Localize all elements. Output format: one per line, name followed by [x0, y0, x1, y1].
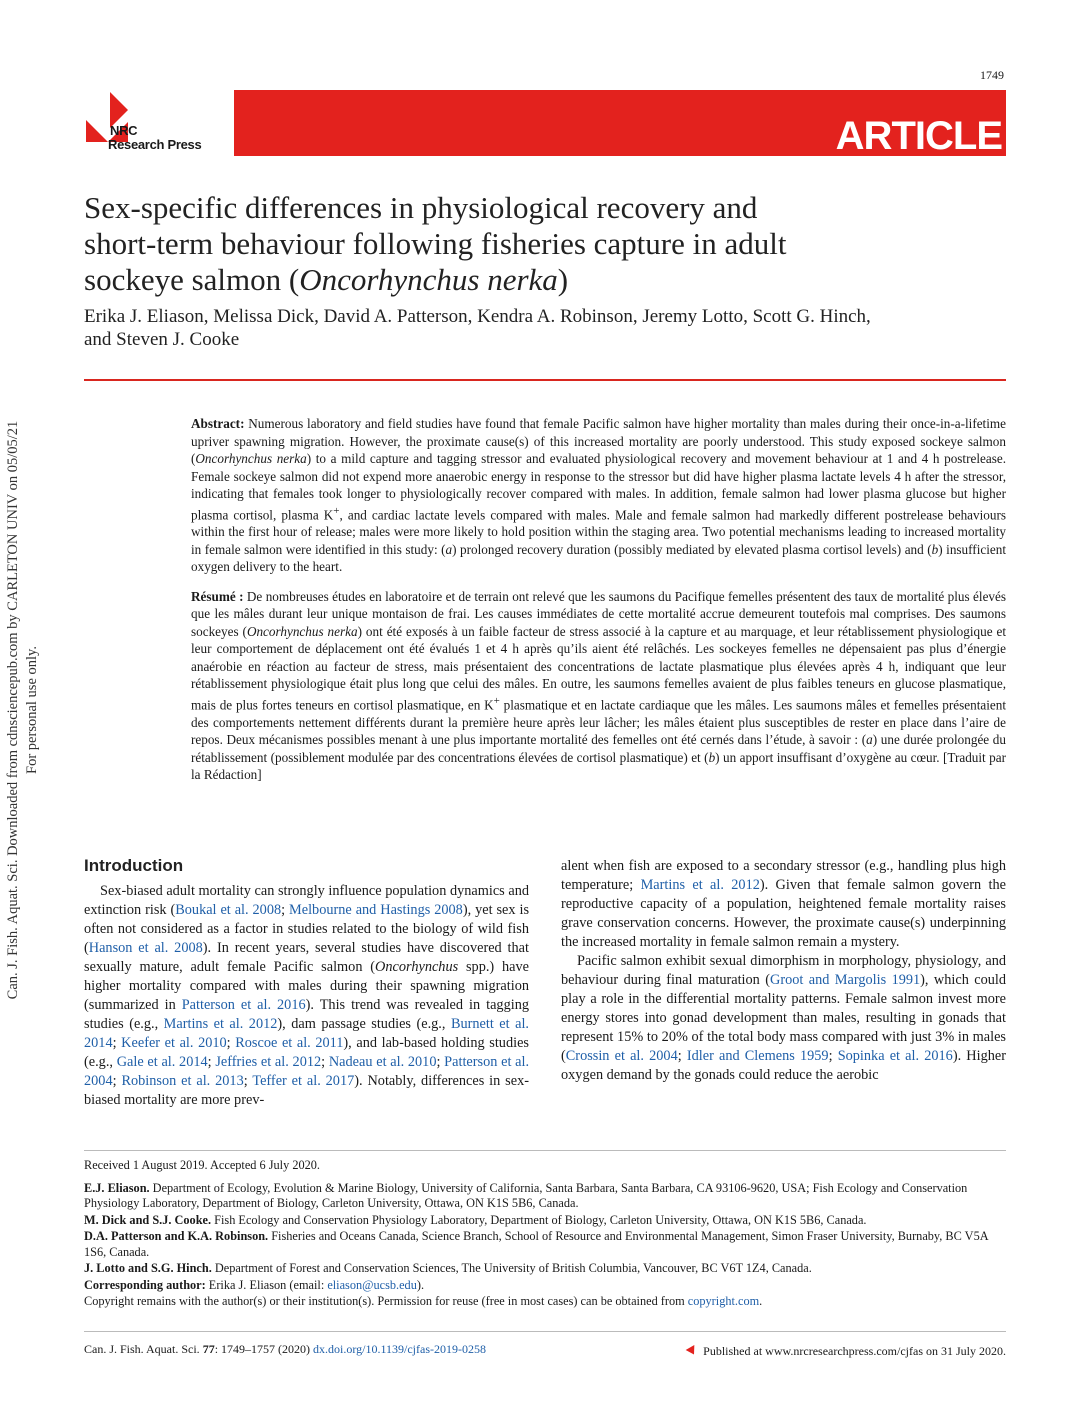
resume-text: De nombreuses études en laboratoire et de terrain ont relevé que les saumons du Pacifique femelles présentent des taux de mortalité plus élevés que les mâles durant leur unique montaison de frai. Les causes immédiates de cette mortalité accrue demeurent toutefois mal comprises. Des saumons sockeyes ( [191, 588, 1007, 639]
body-text: ; [207, 1054, 216, 1070]
affiliation [84, 1213, 1006, 1229]
abstract-label: Abstract: [191, 416, 245, 431]
abstract-english [191, 415, 1006, 576]
copyright-text: . [759, 1294, 763, 1308]
citation-link[interactable]: Patterson et al. 2004 [84, 1054, 530, 1089]
body-text: ; [281, 902, 290, 918]
author-list [84, 305, 1004, 351]
affiliation [84, 1229, 1006, 1260]
body-text: ; [436, 1054, 445, 1070]
footer-divider [84, 1331, 1006, 1332]
intro-paragraph [84, 882, 529, 1110]
affiliation-name: D.A. Patterson and K.A. Robinson. [84, 1229, 269, 1243]
abstract-text: ) to a mild capture and tagging stressor and evaluated physiological recovery and movement behaviour at 1 and 4 h postrelease. Female sockeye salmon did not expend more anaerobic energy in response to the stressor but did have higher plasma lactate levels 4 h after the stressor, indicating that females took longer to physiologically recover compared with males. In addition, female salmon had lower plasma glucose but higher plasma cortisol, plasma K [191, 451, 1006, 522]
body-text: ). Notably, differences in sex-biased mortality are more prev- [84, 1073, 530, 1108]
citation-link[interactable]: Sopinka et al. 2016 [837, 1048, 953, 1064]
abstract-french [191, 588, 1006, 784]
copyright-notice [84, 1294, 1006, 1310]
body-text: ; [321, 1054, 329, 1070]
publisher-line2: Research Press [108, 137, 202, 152]
citation-link[interactable]: Gale et al. 2014 [116, 1054, 208, 1070]
title-line-1: Sex-specific differences in physiological recovery and [84, 190, 758, 225]
citation-link[interactable]: Keefer et al. 2010 [121, 1035, 227, 1051]
journal-name: Can. J. Fish. Aquat. Sci. [84, 1342, 203, 1356]
publication-info [687, 1344, 1006, 1359]
species-name: Oncorhynchus nerka [299, 262, 558, 297]
citation-link[interactable]: Robinson et al. 2013 [121, 1073, 244, 1089]
title-line-3 [84, 262, 984, 298]
copyright-text: Copyright remains with the author(s) or their institution(s). Permission for reuse (free in most cases) can be obtained from [84, 1294, 688, 1308]
section-label: ARTICLE [835, 114, 1002, 158]
citation-link[interactable]: Idler and Clemens 1959 [686, 1048, 829, 1064]
body-text: ). Higher oxygen demand by the gonads could reduce the aerobic [561, 1048, 1006, 1083]
resume-text: ) ont été exposés à un faible facteur de stress associé à la capture et au marquage, et leur rétablissement physiologique et leur comportement de déplacement ont été évalués 1 et 4 h après qu’ils aient été relâchés. Les sockeyes femelles ne dépensaient pas plus d’énergie anaérobie en réaction au facteur de stress, mais présentaient des concentrations de lactate plasmatique plus élevées après 4 h, indiquant que leur rétablissement physiologique était plus long que celui des mâles. En outre, les saumons femelles avaient de plus faibles teneurs en glucose plasmatique, mais de plus fortes teneurs en cortisol plasmatique, en K [191, 623, 1006, 713]
copyright-link[interactable]: copyright.com [687, 1294, 760, 1308]
resume-italic: Oncorhynchus nerka [246, 623, 358, 639]
download-watermark [4, 350, 64, 1070]
abstract-text: , and cardiac lactate levels compared with males. Male and female salmon had markedly different postrelease behaviours within the first hour of release; males were more likely to hold position within the staging area. Two potential mechanisms leading to increased mortality in female salmon were identified in this study: ( [191, 506, 1006, 557]
resume-italic: a [866, 732, 873, 748]
corresponding-author [84, 1278, 1006, 1294]
resume-label: Résumé : [191, 588, 244, 604]
body-text: Pacific salmon exhibit sexual dimorphism in morphology, physiology, and behaviour during final maturation ( [561, 953, 1006, 988]
published-arrow-icon [686, 1345, 699, 1357]
affiliation-text: Department of Forest and Conservation Sciences, The University of British Columbia, Vancouver, BC V6T 1Z4, Canada. [211, 1261, 812, 1275]
body-text: Sex-biased adult mortality can strongly influence population dynamics and extinction risk ( [84, 883, 529, 918]
citation-link[interactable]: Patterson et al. 2016 [181, 997, 306, 1013]
citation-link[interactable]: Roscoe et al. 2011 [235, 1035, 344, 1051]
affiliation-text: Fish Ecology and Conservation Physiology Laboratory, Department of Biology, Carleton University, Ottawa, ON K1S 5B6, Canada. [211, 1212, 867, 1227]
email-link[interactable]: eliason@ucsb.edu [327, 1277, 417, 1292]
intro-paragraph [561, 952, 1006, 1085]
publisher-name [110, 124, 201, 152]
affiliation-text: Fisheries and Oceans Canada, Science Branch, School of Resource and Environmental Management, Simon Fraser University, Burnaby, BC V5A 1S6, Canada. [84, 1229, 988, 1259]
title-text: sockeye salmon ( [84, 262, 300, 297]
footnote-divider [84, 1150, 1006, 1151]
title-text: ) [557, 262, 569, 297]
affiliation-text: Department of Ecology, Evolution & Marine Biology, University of California, Santa Barbara, Santa Barbara, CA 93106-9620, USA; Fish Ecology and Conservation Physiology Laboratory, Department of Biology, Carleton University, Ottawa, ON K1S 5B6, Canada. [84, 1180, 968, 1210]
received-dates: Received 1 August 2019. Accepted 6 July 2020. [84, 1158, 320, 1172]
watermark-line-2: For personal use only. [24, 646, 40, 774]
article-banner [234, 90, 1006, 156]
body-text: ; [243, 1073, 253, 1089]
body-column-left [84, 882, 529, 1110]
citation-link[interactable]: Melbourne and Hastings 2008 [289, 902, 463, 918]
citation-link[interactable]: Jeffries et al. 2012 [215, 1054, 322, 1070]
title-line-2: short-term behaviour following fisheries capture in adult [84, 226, 787, 261]
body-text: ), and lab-based holding studies (e.g., [84, 1035, 529, 1070]
body-text: ), yet sex is often not considered as a factor in studies related to the biology of wild fish ( [84, 902, 530, 956]
body-text: ; [828, 1048, 838, 1064]
watermark-line-1: Can. J. Fish. Aquat. Sci. Downloaded from cdnsciencepub.com by CARLETON UNIV on 05/05/21 [5, 420, 21, 1000]
authors-line-1: Erika J. Eliason, Melissa Dick, David A. Patterson, Kendra A. Robinson, Jeremy Lotto, Scott G. Hinch, [84, 306, 871, 327]
published-text: Published at www.nrcresearchpress.com/cjfas on 31 July 2020. [703, 1344, 1006, 1358]
citation-link[interactable]: Nadeau et al. 2010 [328, 1054, 437, 1070]
page-number: 1749 [980, 68, 1004, 82]
corresponding-label: Corresponding author: [84, 1277, 206, 1292]
body-text: ; [226, 1035, 236, 1051]
body-text: ). Given that female salmon govern the reproductive capacity of a population, heightened female mortality raises grave conservation concerns. However, the proximate cause(s) underpinning the increased mortality in female salmon remain a mystery. [561, 877, 1006, 950]
abstract-italic: a [445, 541, 453, 557]
body-text: ). In recent years, several studies have discovered that sexually mature, adult female Pacific salmon ( [84, 940, 529, 975]
affiliation [84, 1181, 1006, 1212]
footnotes [84, 1158, 1006, 1311]
genus-name: Oncorhynchus [375, 959, 459, 975]
abstract-text: ) insufficient oxygen delivery to the heart. [191, 541, 1006, 575]
corresponding-text: Erika J. Eliason (email: [205, 1277, 328, 1292]
abstract-block [191, 415, 1006, 796]
resume-text: ) un apport insuffisant d’oxygène au cœur. [Traduit par la Rédaction] [191, 749, 1006, 783]
resume-text: plasmatique et en lactate cardiaque que les mâles. Les saumons mâles et femelles présentaient des comportements nettement différents durant la première heure après leur lâcher; les mâles étaient plus susceptibles de rester en place dans l’aire de repos. Deux mécanismes possibles menant à une plus importante mortalité des femelles ont été cernés dans l’étude, à savoir : ( [191, 697, 1006, 748]
doi-link[interactable]: dx.doi.org/10.1139/cjfas-2019-0258 [313, 1342, 486, 1356]
body-text: ), dam passage studies (e.g., [277, 1016, 451, 1032]
intro-paragraph [561, 857, 1006, 952]
resume-text: ) une durée prolongée du rétablissement (possiblement modulée par des concentrations élevées de cortisol plasmatique) et ( [191, 732, 1006, 765]
citation-link[interactable]: Groot and Margolis 1991 [770, 972, 921, 988]
citation-link[interactable]: Hanson et al. 2008 [88, 940, 203, 956]
body-text: ), which could play a role in the differential mortality patterns. Female salmon invest more energy stores into gonad development than males, resulting in gonads that represent 15% to 20% of the total body mass compared with just 3% in males ( [561, 972, 1007, 1064]
body-text: ; [112, 1073, 122, 1089]
affiliation-name: E.J. Eliason. [84, 1180, 150, 1195]
citation-link[interactable]: Martins et al. 2012 [640, 877, 760, 893]
journal-pages: : 1749–1757 (2020) [214, 1342, 314, 1356]
affiliation [84, 1261, 1006, 1277]
corresponding-text: ). [416, 1277, 425, 1292]
body-text: spp.) have higher mortality compared with males during their spawning migration (summarized in [84, 959, 529, 1013]
abstract-italic: b [931, 541, 939, 557]
body-text: ; [112, 1035, 122, 1051]
journal-volume: 77 [202, 1342, 215, 1356]
resume-sup: + [493, 694, 500, 707]
abstract-sup: + [333, 504, 340, 517]
abstract-text: ) prolonged recovery duration (possibly mediated by elevated plasma cortisol levels) and ( [452, 541, 932, 557]
body-column-right [561, 857, 1006, 1085]
body-text: alent when fish are exposed to a secondary stressor (e.g., handling plus high temperature; [561, 858, 1006, 893]
citation-link[interactable]: Teffer et al. 2017 [252, 1073, 355, 1089]
section-heading-introduction: Introduction [84, 856, 184, 875]
abstract-italic: Oncorhynchus nerka [195, 451, 307, 466]
citation-link[interactable]: Martins et al. 2012 [163, 1016, 278, 1032]
body-text: ). This trend was revealed in tagging studies (e.g., [84, 997, 529, 1032]
publisher-line1: NRC [110, 123, 138, 138]
citation-link[interactable]: Burnett et al. 2014 [84, 1016, 529, 1051]
journal-citation [84, 1342, 486, 1357]
affiliation-name: J. Lotto and S.G. Hinch. [84, 1261, 212, 1275]
body-text: ; [677, 1048, 687, 1064]
paper-title [84, 190, 984, 298]
citation-link[interactable]: Crossin et al. 2004 [565, 1048, 678, 1064]
title-divider [84, 379, 1006, 381]
affiliation-name: M. Dick and S.J. Cooke. [84, 1212, 212, 1227]
abstract-text: Numerous laboratory and field studies have found that female Pacific salmon have higher mortality than males during their once-in-a-lifetime upriver spawning migration. However, the proximate cause(s) of this increased mortality are poorly understood. This study exposed sockeye salmon ( [191, 416, 1006, 466]
resume-italic: b [708, 749, 716, 765]
authors-line-2: and Steven J. Cooke [84, 329, 240, 350]
citation-link[interactable]: Boukal et al. 2008 [175, 902, 282, 918]
